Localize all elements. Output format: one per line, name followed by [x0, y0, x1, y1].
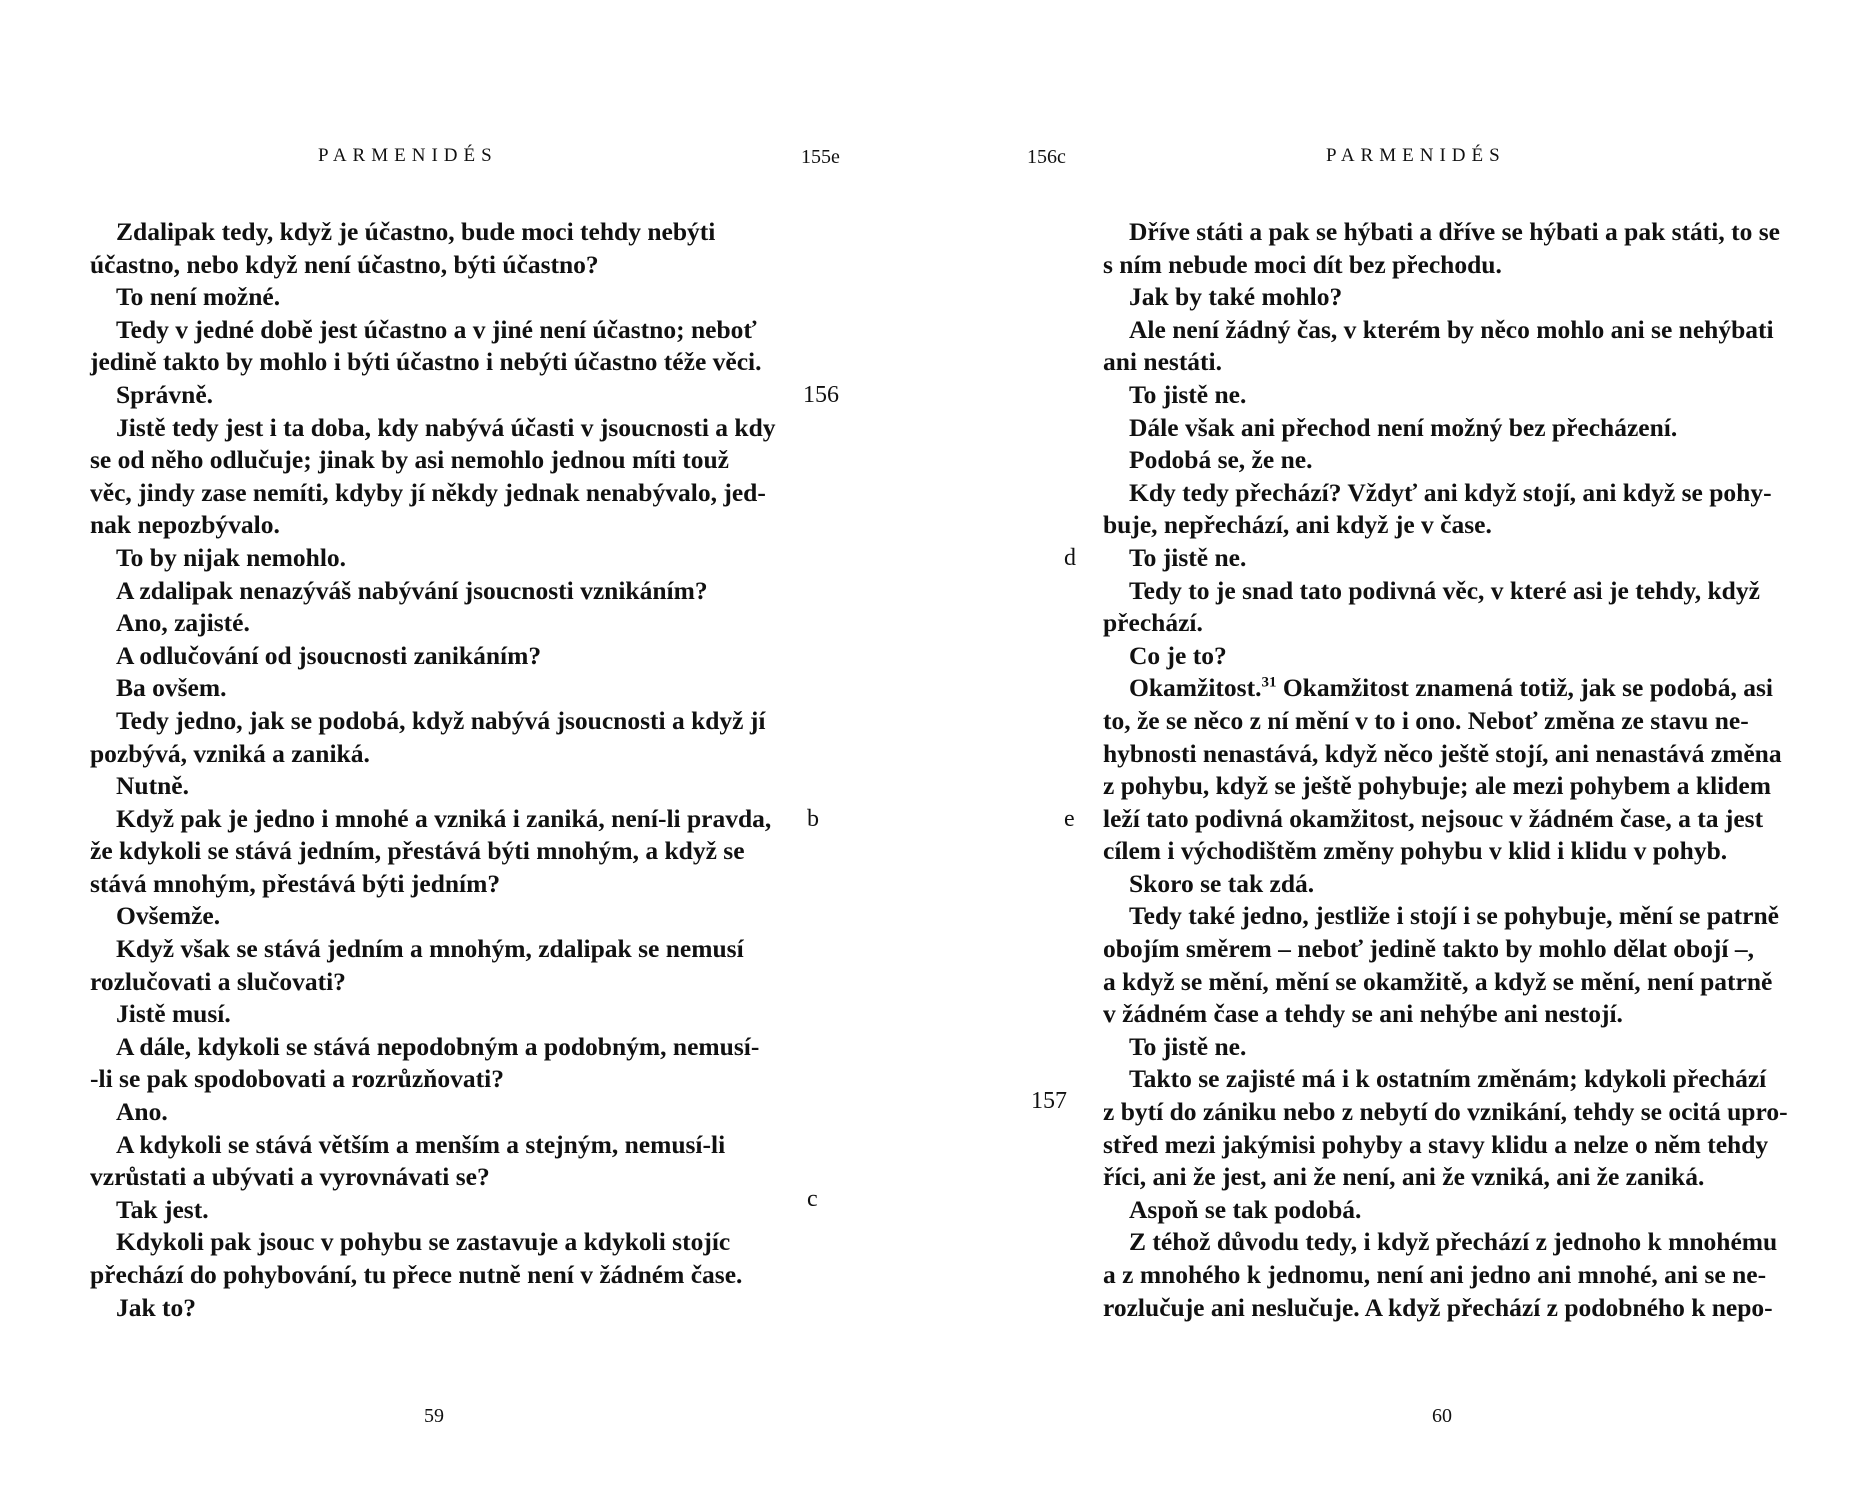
text-line: jedině takto by mohlo i býti účastno i nebýti účastno téže věci.: [90, 347, 762, 377]
stephanus-number: 155e: [801, 146, 840, 168]
text-line: To jistě ne.: [1129, 1031, 1247, 1061]
text-fragment: Okamžitost znamená totiž, jak se podobá, asi: [1276, 673, 1773, 703]
text-line: Nutně.: [116, 771, 189, 801]
text-line: ani nestáti.: [1103, 347, 1223, 377]
text-line: že kdykoli se stává jedním, přestává býti mnohým, a když se: [90, 836, 745, 866]
text-line: Skoro se tak zdá.: [1129, 868, 1315, 898]
text-line: to, že se něco z ní mění v to i ono. Neboť změna ze stavu ne-: [1103, 705, 1749, 735]
text-line: A odlučování od jsoucnosti zanikáním?: [116, 640, 542, 670]
stephanus-number: 156c: [1027, 146, 1066, 168]
text-line: leží tato podivná okamžitost, nejsouc v žádném čase, a ta jest: [1103, 803, 1764, 833]
text-line: To jistě ne.: [1129, 542, 1247, 572]
text-line: a když se mění, mění se okamžitě, a když se mění, není patrně: [1103, 966, 1773, 996]
text-line: Správně.: [116, 379, 214, 409]
text-line: A dále, kdykoli se stává nepodobným a podobným, nemusí-: [116, 1031, 760, 1061]
text-line: Kdykoli pak jsouc v pohybu se zastavuje a kdykoli stojíc: [116, 1227, 731, 1257]
margin-section-letter: c: [807, 1186, 818, 1212]
text-line: Když pak je jedno i mnohé a vzniká i zaniká, není-li pravda,: [116, 803, 772, 833]
text-line: Podobá se, že ne.: [1129, 445, 1313, 475]
text-line: Jak by také mohlo?: [1129, 282, 1343, 312]
text-line: Jak to?: [116, 1292, 197, 1322]
text-line: Tedy také jedno, jestliže i stojí i se pohybuje, mění se patrně: [1129, 901, 1779, 931]
text-line: stává mnohým, přestává býti jedním?: [90, 868, 501, 898]
text-line: se od něho odlučuje; jinak by asi nemohlo jednou míti touž: [90, 445, 729, 475]
text-line: Ale není žádný čas, v kterém by něco mohlo ani se nehýbati: [1129, 314, 1774, 344]
text-line: cílem i východištěm změny pohybu v klid i klidu v pohyb.: [1103, 836, 1728, 866]
text-line: Dále však ani přechod není možný bez přecházení.: [1129, 412, 1678, 442]
text-line: Co je to?: [1129, 640, 1227, 670]
text-line: Zdalipak tedy, když je účastno, bude moci tehdy nebýti: [116, 217, 716, 246]
text-line: Jistě musí.: [116, 999, 231, 1029]
text-line: z pohybu, když se ještě pohybuje; ale mezi pohybem a klidem: [1103, 771, 1771, 801]
body-text: [90, 216, 780, 1324]
text-line: Dříve státi a pak se hýbati a dříve se hýbati a pak státi, to se: [1129, 217, 1780, 246]
text-line: A kdykoli se stává větším a menším a stejným, nemusí-li: [116, 1129, 726, 1159]
margin-stephanus-number: 156: [803, 382, 839, 408]
text-line: Ano, zajisté.: [116, 608, 250, 638]
text-line: věc, jindy zase nemíti, kdyby jí někdy jednak nenabývalo, jed-: [90, 477, 766, 507]
text-line: Ba ovšem.: [116, 673, 227, 703]
text-line: To není možné.: [116, 282, 281, 312]
text-line: z bytí do zániku nebo z nebytí do vznikání, tehdy se ocitá upro-: [1103, 1097, 1788, 1127]
text-line: rozlučuje ani neslučuje. A když přechází z podobného k nepo-: [1103, 1292, 1773, 1322]
text-line: hybnosti nenastává, když něco ještě stojí, ani nenastává změna: [1103, 738, 1782, 768]
text-line: vzrůstati a ubývati a vyrovnávati se?: [90, 1162, 490, 1192]
page-number: 60: [1432, 1405, 1452, 1427]
text-line: v žádném čase a tehdy se ani nehýbe ani nestojí.: [1103, 999, 1623, 1029]
text-line: A zdalipak nenazýváš nabývání jsoucnosti vznikáním?: [116, 575, 708, 605]
margin-section-letter: e: [1064, 806, 1075, 832]
text-line: Takto se zajisté má i k ostatním změnám; kdykoli přechází: [1129, 1064, 1767, 1094]
text-line: přechází do pohybování, tu přece nutně není v žádném čase.: [90, 1260, 743, 1289]
text-line: Tedy jedno, jak se podobá, když nabývá jsoucnosti a když jí: [116, 705, 766, 735]
text-line: Ano.: [116, 1097, 168, 1127]
text-line: -li se pak spodobovati a rozrůzňovati?: [90, 1064, 504, 1094]
text-line: Tedy to je snad tato podivná věc, v které asi je tehdy, když: [1129, 575, 1760, 605]
text-line: a z mnohého k jednomu, není ani jedno ani mnohé, ani se ne-: [1103, 1260, 1767, 1289]
body-text: [1103, 216, 1791, 1324]
text-line: přechází.: [1103, 608, 1203, 638]
text-line: rozlučovati a slučovati?: [90, 966, 346, 996]
text-line: říci, ani že jest, ani že není, ani že vzniká, ani že zaniká.: [1103, 1162, 1705, 1192]
margin-section-letter: b: [807, 806, 819, 832]
text-line: střed mezi jakýmisi pohyby a stavy klidu a nelze o něm tehdy: [1103, 1129, 1769, 1159]
text-line: účastno, nebo když není účastno, býti účastno?: [90, 249, 599, 279]
text-line: obojím směrem – neboť jedině takto by mohlo dělat obojí –,: [1103, 934, 1755, 964]
text-line: Tak jest.: [116, 1194, 209, 1224]
text-line: [1103, 672, 1791, 705]
text-line: Tedy v jedné době jest účastno a v jiné není účastno; neboť: [116, 314, 757, 344]
text-line: Ovšemže.: [116, 901, 221, 931]
text-fragment: Okamžitost.: [1129, 673, 1262, 703]
margin-section-letter: d: [1064, 545, 1076, 571]
text-line: Když však se stává jedním a mnohým, zdalipak se nemusí: [116, 934, 744, 964]
text-line: To by nijak nemohlo.: [116, 542, 347, 572]
text-line: buje, nepřechází, ani když je v čase.: [1103, 510, 1492, 540]
footnote-reference[interactable]: 31: [1261, 674, 1277, 691]
text-line: Kdy tedy přechází? Vždyť ani když stojí, ani když se pohy-: [1129, 477, 1772, 507]
text-line: s ním nebude moci dít bez přechodu.: [1103, 249, 1502, 279]
text-line: Z téhož důvodu tedy, i když přechází z jednoho k mnohému: [1129, 1227, 1778, 1257]
running-head: PARMENIDÉS: [318, 145, 498, 166]
text-line: Aspoň se tak podobá.: [1129, 1194, 1362, 1224]
running-head: PARMENIDÉS: [1326, 145, 1506, 166]
margin-stephanus-number: 157: [1031, 1088, 1067, 1114]
text-line: pozbývá, vzniká a zaniká.: [90, 738, 370, 768]
text-line: nak nepozbývalo.: [90, 510, 280, 540]
text-line: To jistě ne.: [1129, 379, 1247, 409]
right-page: [931, 0, 1862, 1501]
text-line: Jistě tedy jest i ta doba, kdy nabývá účasti v jsoucnosti a kdy: [116, 412, 776, 442]
page-number: 59: [424, 1405, 444, 1427]
